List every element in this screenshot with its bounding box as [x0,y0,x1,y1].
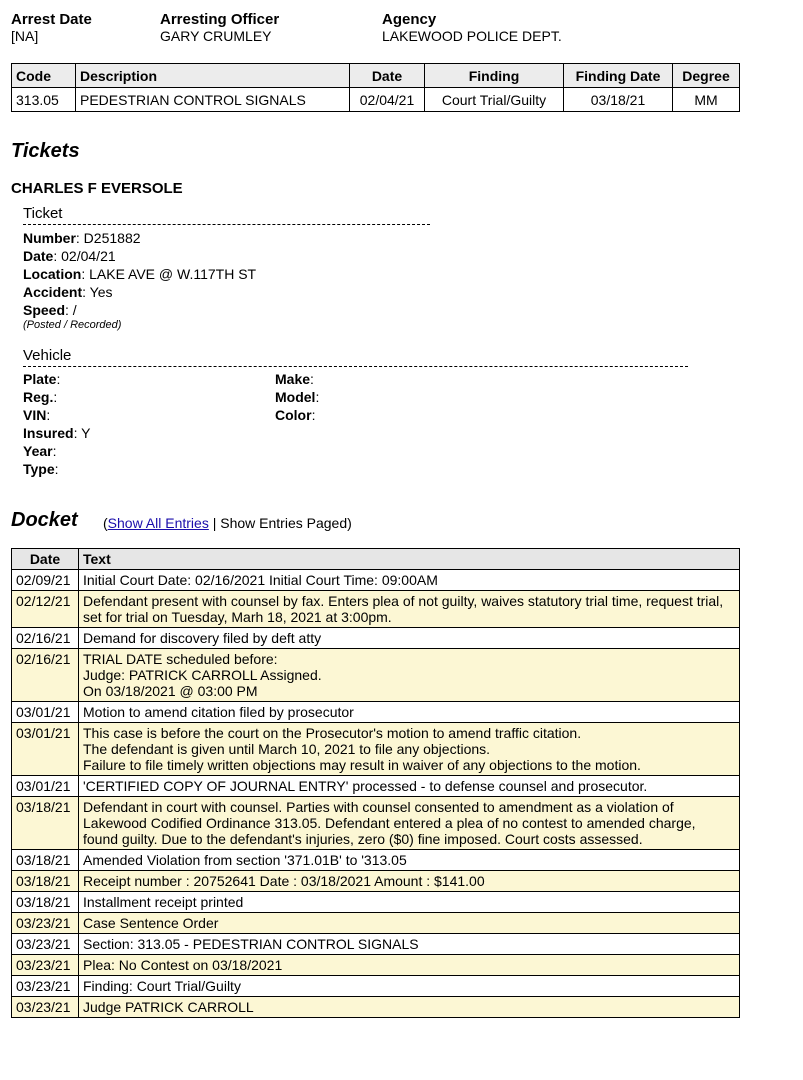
charge-table-header [12,64,740,88]
vehicle-heading: Vehicle [23,347,72,364]
docket-row-date: 03/01/21 [12,723,79,776]
charge-col-finding-date: Finding Date [564,64,673,88]
vehicle-reg-field [23,388,90,406]
charge-finding-date: 03/18/21 [564,88,673,112]
docket-row-date: 03/01/21 [12,702,79,723]
arrest-date-block [11,11,92,44]
vehicle-plate-field [23,370,90,388]
docket-row-date: 02/16/21 [12,628,79,649]
docket-row-date: 03/18/21 [12,850,79,871]
docket-row-date: 03/23/21 [12,955,79,976]
agency-label: Agency [382,11,437,28]
docket-row-text: This case is before the court on the Prosecutor's motion to amend traffic citation. The defendant is given until March 10, 2021 to file any objections. Failure to file timely written objections may result in waiver of any objections to the motion. [79,723,740,776]
vehicle-plate-label: Plate [23,371,57,387]
docket-row-text: Finding: Court Trial/Guilty [79,976,740,997]
docket-row [12,913,740,934]
docket-row-text: Plea: No Contest on 03/18/2021 [79,955,740,976]
charge-description: PEDESTRIAN CONTROL SIGNALS [76,88,350,112]
docket-row-text: TRIAL DATE scheduled before: Judge: PATRICK CARROLL Assigned. On 03/18/2021 @ 03:00 PM [79,649,740,702]
vehicle-make-label: Make [275,371,311,387]
docket-row-text: Judge PATRICK CARROLL [79,997,740,1018]
docket-row [12,871,740,892]
docket-row-date: 03/18/21 [12,871,79,892]
docket-row-date: 02/09/21 [12,570,79,591]
vehicle-year-value: : [52,443,57,459]
charge-col-degree: Degree [673,64,740,88]
docket-row-date: 03/23/21 [12,976,79,997]
docket-col-text: Text [79,549,740,570]
charge-col-code: Code [12,64,76,88]
vehicle-type-label: Type [23,461,55,477]
vehicle-year-label: Year [23,443,53,459]
vehicle-type-field [23,460,90,478]
docket-row-date: 03/23/21 [12,997,79,1018]
charge-col-description: Description [76,64,350,88]
charge-code: 313.05 [12,88,76,112]
ticket-heading-rule [23,205,430,225]
ticket-speed-note: (Posted / Recorded) [23,319,122,331]
docket-row-text: Demand for discovery filed by deft atty [79,628,740,649]
charge-col-finding: Finding [425,64,564,88]
docket-row-date: 03/18/21 [12,892,79,913]
vehicle-model-label: Model [275,389,316,405]
docket-row [12,570,740,591]
ticket-accident-label: Accident [23,284,83,300]
docket-row-text: Amended Violation from section '371.01B' to '313.05 [79,850,740,871]
vehicle-heading-rule [23,347,688,367]
docket-row-text: Initial Court Date: 02/16/2021 Initial Court Time: 09:00AM [79,570,740,591]
docket-row [12,649,740,702]
docket-row [12,997,740,1018]
ticket-number-value: : D251882 [75,230,141,246]
show-all-entries-link[interactable]: Show All Entries [107,515,209,531]
ticket-accident-value: : Yes [82,284,113,300]
ticket-location-field [23,265,256,283]
docket-row-date: 03/01/21 [12,776,79,797]
ticket-accident-field [23,283,256,301]
ticket-date-field [23,247,256,265]
vehicle-reg-value: : [53,389,58,405]
vehicle-make-value: : [310,371,314,387]
ticket-number-label: Number [23,230,76,246]
vehicle-left-fields [23,370,90,478]
docket-row [12,591,740,628]
docket-row [12,976,740,997]
docket-row-text: Motion to amend citation filed by prosecutor [79,702,740,723]
docket-row-date: 02/12/21 [12,591,79,628]
docket-row-date: 03/23/21 [12,913,79,934]
vehicle-vin-label: VIN [23,407,47,423]
docket-row-text: 'CERTIFIED COPY OF JOURNAL ENTRY' processed - to defense counsel and prosecutor. [79,776,740,797]
ticket-location-label: Location [23,266,82,282]
vehicle-make-field [275,370,319,388]
docket-row [12,628,740,649]
arresting-officer-value: GARY CRUMLEY [160,28,272,44]
vehicle-insured-value: : Y [73,425,91,441]
agency-block [382,11,562,44]
vehicle-model-value: : [315,389,320,405]
docket-row [12,702,740,723]
vehicle-reg-label: Reg. [23,389,54,405]
ticket-speed-label: Speed [23,302,66,318]
vehicle-color-value: : [311,407,316,423]
charge-col-date: Date [350,64,425,88]
docket-row [12,776,740,797]
vehicle-vin-value: : [46,407,51,423]
defendant-name: CHARLES F EVERSOLE [11,180,183,197]
ticket-details [23,229,256,331]
docket-row-date: 02/16/21 [12,649,79,702]
vehicle-plate-value: : [56,371,61,387]
vehicle-right-fields [275,370,319,424]
docket-row-text: Defendant in court with counsel. Parties with counsel consented to amendment as a violation of Lakewood Codified Ordinance 313.05. Defendant entered a plea of no contest to amended charge, found guilty. Due to the defendant's injuries, zero ($0) fine imposed. Court costs assessed. [79,797,740,850]
ticket-number-field [23,229,256,247]
docket-col-date: Date [12,549,79,570]
ticket-date-label: Date [23,248,54,264]
docket-row-text: Case Sentence Order [79,913,740,934]
docket-row-date: 03/18/21 [12,797,79,850]
charge-table [11,63,740,112]
agency-value: LAKEWOOD POLICE DEPT. [382,28,562,44]
ticket-location-value: : LAKE AVE @ W.117TH ST [81,266,257,282]
docket-row [12,797,740,850]
vehicle-insured-label: Insured [23,425,74,441]
charge-date: 02/04/21 [350,88,425,112]
docket-row [12,892,740,913]
docket-row-text: Defendant present with counsel by fax. Enters plea of not guilty, waives statutory trial time, request trial, set for trial on Tuesday, Marh 18, 2021 at 3:00pm. [79,591,740,628]
ticket-speed-field [23,301,256,319]
vehicle-color-field [275,406,319,424]
docket-row-text: Section: 313.05 - PEDESTRIAN CONTROL SIGNALS [79,934,740,955]
docket-row-date: 03/23/21 [12,934,79,955]
charge-degree: MM [673,88,740,112]
docket-row [12,723,740,776]
docket-row-text: Receipt number : 20752641 Date : 03/18/2021 Amount : $141.00 [79,871,740,892]
docket-table-header [12,549,740,570]
arrest-date-value: [NA] [11,28,39,44]
docket-row-text: Installment receipt printed [79,892,740,913]
vehicle-color-label: Color [275,407,312,423]
arresting-officer-block [160,11,279,44]
charge-row [12,88,740,112]
docket-table [11,548,740,1018]
ticket-speed-value: : / [65,302,77,318]
docket-row [12,934,740,955]
docket-open-paren: ( [103,515,108,531]
docket-row [12,850,740,871]
vehicle-type-value: : [54,461,59,477]
show-entries-paged-text: | Show Entries Paged) [208,515,352,531]
docket-title: Docket [11,509,78,531]
vehicle-model-field [275,388,319,406]
charge-finding: Court Trial/Guilty [425,88,564,112]
docket-row [12,955,740,976]
tickets-title: Tickets [11,140,80,162]
vehicle-year-field [23,442,90,460]
docket-view-options [103,515,352,531]
ticket-date-value: : 02/04/21 [53,248,116,264]
arrest-date-label: Arrest Date [11,11,92,28]
ticket-heading: Ticket [23,205,63,222]
vehicle-vin-field [23,406,90,424]
vehicle-insured-field [23,424,90,442]
arresting-officer-label: Arresting Officer [160,11,280,28]
